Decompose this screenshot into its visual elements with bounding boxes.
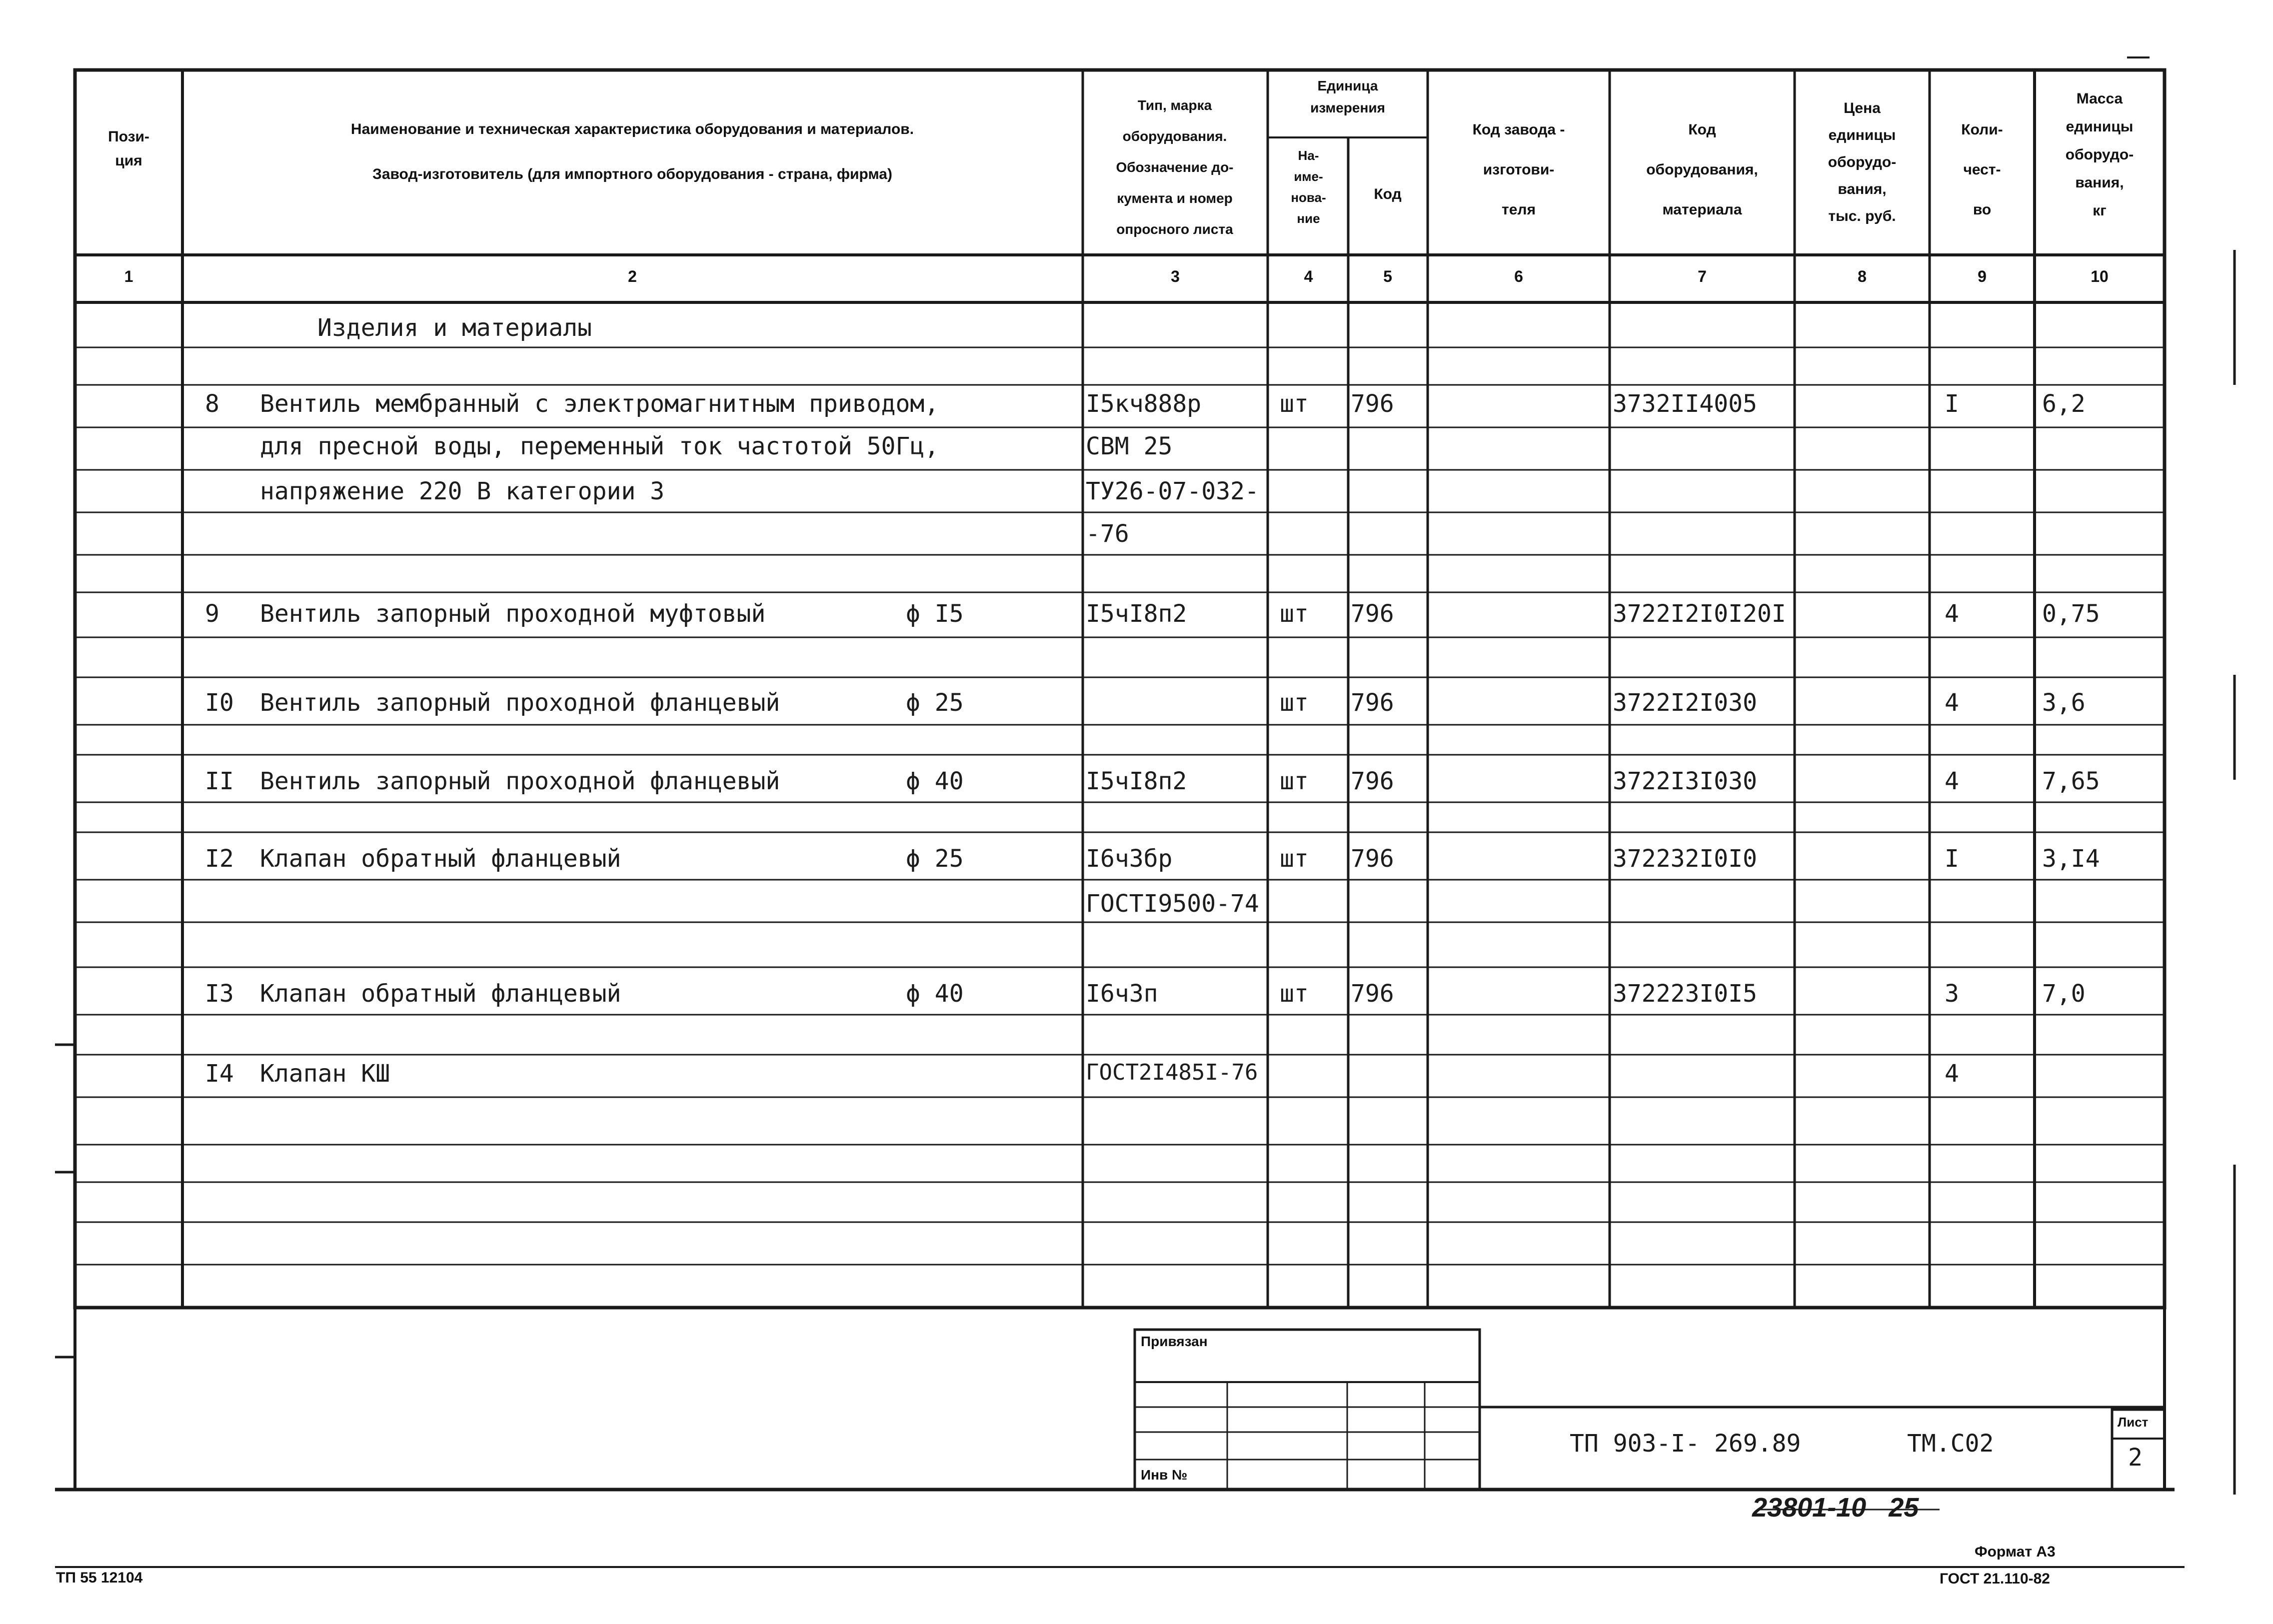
header-factory-code: Код завода - изготови- теля [1472,121,1565,218]
cell-type: I6ч3бр [1086,845,1173,873]
cell-unit: шт [1280,845,1309,873]
cell-mat-code: 3722I2I030 [1613,689,1757,717]
cell-pos: I4 [205,1060,234,1088]
header-unit-group: Единица измерения [1310,78,1385,115]
cell-pos: II [205,767,234,795]
cell-name: напряжение 220 В категории 3 [260,477,665,505]
cell-name: Вентиль запорный проходной фланцевый [260,689,780,717]
cell-type: СВМ 25 [1086,432,1173,460]
cell-unit: шт [1280,767,1309,795]
cell-mass: 7,0 [2042,980,2086,1008]
col-number: 3 [1171,267,1180,285]
col-number: 8 [1858,267,1867,285]
cell-name: для пресной воды, переменный ток частотой 50Гц, [260,432,939,460]
cell-name: Клапан обратный фланцевый [260,845,621,873]
header-price: Цена единицы оборудо- вания, тыс. руб. [1828,100,1897,224]
header-quantity: Коли- чест- во [1961,121,2003,218]
cell-type: ГОСТ2I485I-76 [1086,1060,1258,1085]
cell-unit: шт [1280,390,1309,418]
header-name-line1: Наименование и техническая характеристика оборудования и материалов. [350,121,914,137]
cell-name: Вентиль мембранный с электромагнитным приводом, [260,390,939,418]
header-position: Пози- ция [108,128,149,169]
cell-dn: ϕ 40 [906,767,964,795]
col-number: 9 [1978,267,1987,285]
cell-mass: 3,6 [2042,689,2086,717]
cell-mat-code: 3722I2I0I20I [1613,600,1786,628]
cell-mass: 6,2 [2042,390,2086,418]
header-name-line2: Завод-изготовитель (для импортного оборудования - страна, фирма) [372,166,892,182]
cell-qty: 4 [1945,689,1959,717]
cell-type: ГОСТI9500-74 [1086,890,1259,918]
cell-mass: 3,I4 [2042,845,2100,873]
cell-qty: 3 [1945,980,1959,1008]
cell-code: 796 [1351,767,1394,795]
cell-dn: ϕ 40 [906,980,964,1008]
cell-type: I6ч3п [1086,980,1158,1008]
col-number: 2 [628,267,637,285]
col-number: 7 [1698,267,1707,285]
cell-code: 796 [1351,600,1394,628]
document-number: ТП 903-I- 269.89 [1570,1430,1801,1458]
cell-qty: 4 [1945,767,1959,795]
cell-pos: 8 [205,390,219,418]
cell-code: 796 [1351,689,1394,717]
header-mass: Масса единицы оборудо- вания, кг [2065,90,2134,219]
cell-unit: шт [1280,600,1309,628]
cell-pos: I0 [205,689,234,717]
cell-pos: I2 [205,845,234,873]
cell-name: Вентиль запорный проходной муфтовый [260,600,766,628]
cell-type: I5чI8п2 [1086,767,1187,795]
footer-left-code: ТП 55 12104 [56,1570,143,1586]
cell-code: 796 [1351,845,1394,873]
cell-unit: шт [1280,689,1309,717]
col-number: 4 [1304,267,1313,285]
col-number: 5 [1383,267,1392,285]
archive-stamp: 23801-10 25 [1752,1493,1919,1523]
cell-type: ТУ26-07-032- [1086,477,1259,505]
cell-qty: 4 [1945,1060,1959,1088]
cell-mat-code: 3732II4005 [1613,390,1757,418]
cell-type: -76 [1086,520,1129,548]
header-unit-name: На- име- нова- ние [1291,148,1326,226]
cell-qty: 4 [1945,600,1959,628]
sheet-label: Лист [2118,1415,2149,1430]
cell-mass: 7,65 [2042,767,2100,795]
cell-type: I5кч888р [1086,390,1202,418]
footer-gost: ГОСТ 21.110-82 [1940,1571,2050,1587]
col-number: 1 [124,267,133,285]
col-number: 6 [1514,267,1523,285]
inventory-number-label: Инв № [1141,1467,1188,1483]
cell-dn: ϕ 25 [906,845,964,873]
cell-qty: I [1945,390,1959,418]
cell-mat-code: 3722I3I030 [1613,767,1757,795]
cell-code: 796 [1351,390,1394,418]
cell-type: I5чI8п2 [1086,600,1187,628]
cell-mat-code: 372232I0I0 [1613,845,1757,873]
privyazan-label: Привязан [1141,1334,1208,1349]
header-material-code: Код оборудования, материала [1646,121,1758,218]
cell-name: Клапан обратный фланцевый [260,980,621,1008]
cell-dn: ϕ I5 [906,600,964,628]
col-number: 10 [2091,267,2109,285]
cell-code: 796 [1351,980,1394,1008]
cell-mat-code: 372223I0I5 [1613,980,1757,1008]
cell-dn: ϕ 25 [906,689,964,717]
cell-mass: 0,75 [2042,600,2100,628]
cell-unit: шт [1280,980,1309,1008]
footer-format: Формат А3 [1975,1544,2056,1560]
cell-pos: I3 [205,980,234,1008]
sheet-number: 2 [2128,1444,2143,1472]
section-title: Изделия и материалы [317,314,592,342]
cell-name: Вентиль запорный проходной фланцевый [260,767,780,795]
document-code: ТМ.С02 [1907,1430,1994,1458]
cell-pos: 9 [205,600,219,628]
header-unit-code: Код [1374,186,1402,202]
header-type: Тип, марка оборудования. Обозначение до- кумента и номер опросного листа [1116,97,1234,237]
cell-name: Клапан КШ [260,1060,390,1088]
cell-qty: I [1945,845,1959,873]
